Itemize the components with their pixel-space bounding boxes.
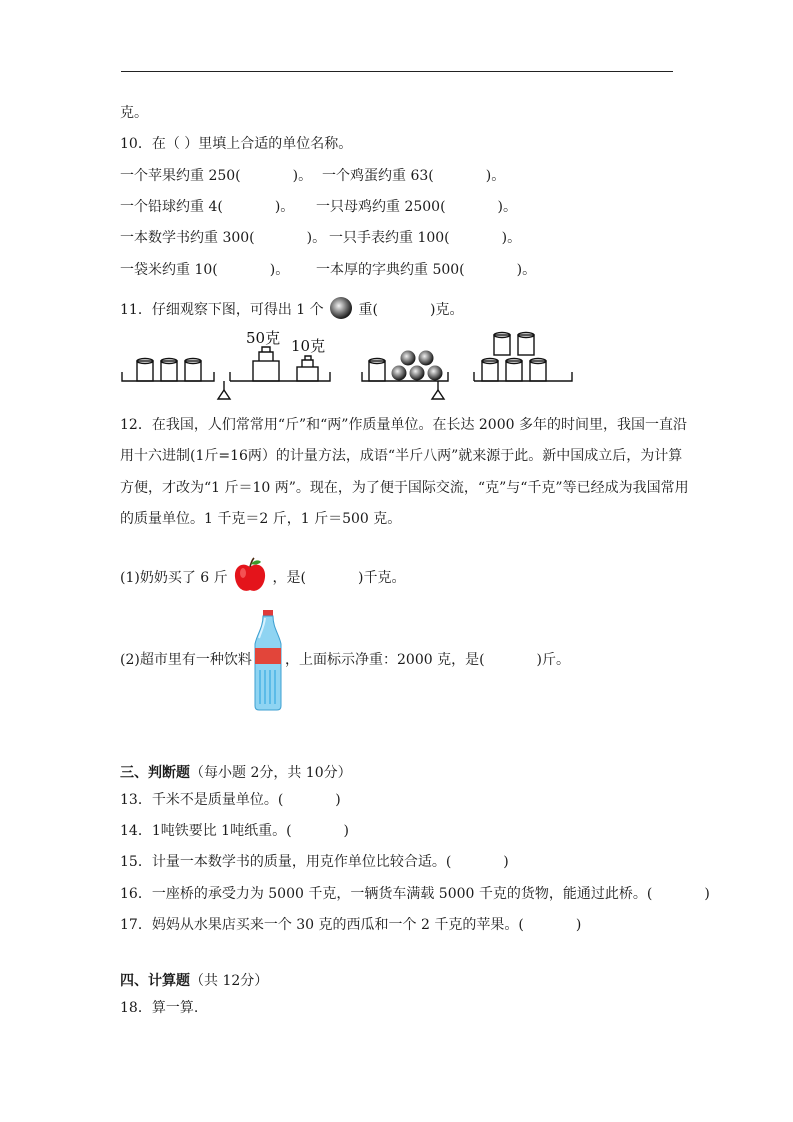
section3-heading: 三、判断题（每小题 2分，共 10分）: [120, 765, 352, 781]
q10-row4-right: 一本厚的字典约重 500( )。: [316, 262, 537, 278]
q14: 14．1吨铁要比 1吨纸重。( ): [120, 823, 350, 839]
q15: 15．计量一本数学书的质量，用克作单位比较合适。( ): [120, 854, 509, 870]
q10-title: 10．在（ ）里填上合适的单位名称。: [120, 136, 353, 152]
q10-row1-right: 一个鸡蛋约重 63( )。: [322, 168, 506, 184]
header-rule: [121, 71, 673, 72]
q12-text-line3: 方便，才改为“1 斤＝10 两”。现在，为了便于国际交流，“克”与“千克”等已经成为我国常用: [120, 480, 689, 496]
q12-text-line4: 的质量单位。1 千克＝2 斤，1 斤＝500 克。: [120, 511, 402, 527]
q9-tail: 克。: [120, 105, 148, 121]
q17: 17．妈妈从水果店买来一个 30 克的西瓜和一个 2 千克的苹果。( ): [120, 917, 582, 933]
weight-label-50: 50克: [246, 329, 281, 347]
section4-heading: 四、计算题（共 12分）: [120, 973, 269, 989]
q16: 16．一座桥的承受力为 5000 千克，一辆货车满载 5000 千克的货物，能通过此桥。( ): [120, 886, 710, 902]
apple-icon: [232, 557, 268, 595]
q12-part2: (2)超市里有一种饮料: [120, 652, 252, 668]
weight-label-10: 10克: [291, 337, 326, 355]
q12-text-line2: 用十六进制(1斤=16两）的计量方法，成语“半斤八两”就来源于此。新中国成立后，为计算: [120, 448, 683, 464]
q12-part2-tail: ，上面标示净重：2000 克，是( )斤。: [285, 652, 571, 668]
q10-row1-left: 一个苹果约重 250( )。: [120, 168, 313, 184]
q10-row3-right: 一只手表约重 100( )。: [329, 230, 522, 246]
q12-part1: (1)奶奶买了 6 斤 ，是( )千克。: [120, 557, 405, 595]
q10-row4-left: 一袋米约重 10( )。: [120, 262, 290, 278]
bottle-icon: [251, 608, 285, 712]
q10-row2-right: 一只母鸡约重 2500( )。: [316, 199, 518, 215]
ball-pile: [392, 351, 443, 381]
q13: 13．千米不是质量单位。( ): [120, 792, 341, 808]
q11-question: 11．仔细观察下图，可得出 1 个 重( )克。: [120, 296, 463, 320]
ball-icon: [328, 296, 354, 320]
q18: 18．算一算.: [120, 1000, 199, 1016]
balance-scales-figure: [118, 326, 580, 404]
q10-row2-left: 一个铅球约重 4( )。: [120, 199, 295, 215]
q10-row3-left: 一本数学书约重 300( )。: [120, 230, 327, 246]
q12-text-line1: 12．在我国，人们常常用“斤”和“两”作质量单位。在长达 2000 多年的时间里，我国一直沿: [120, 417, 687, 433]
